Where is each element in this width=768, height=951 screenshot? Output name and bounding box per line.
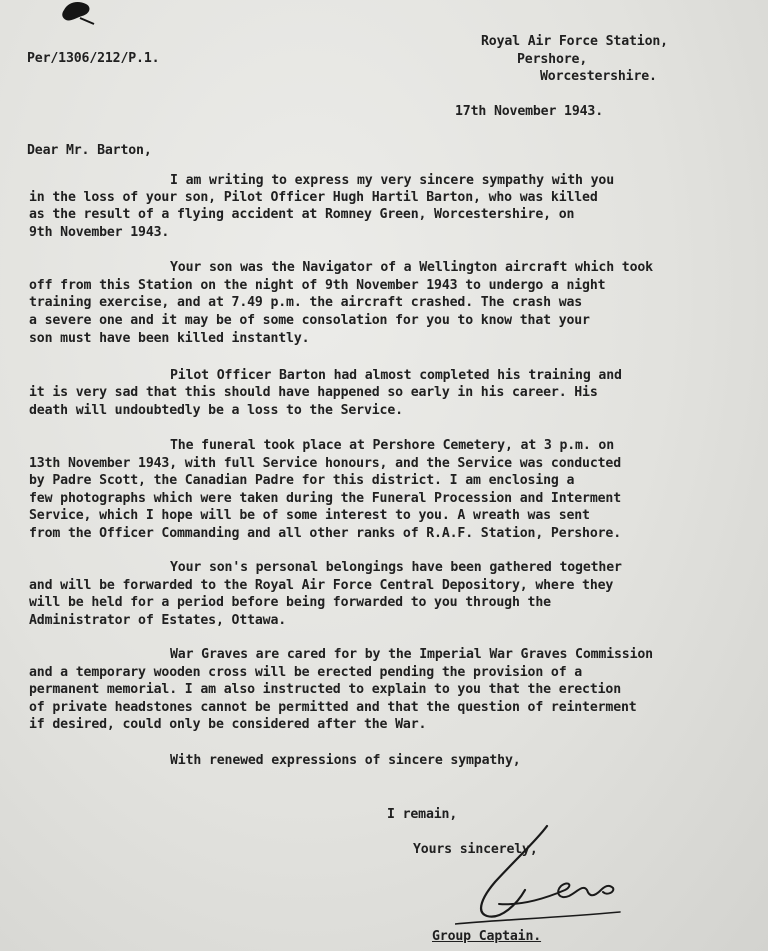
paragraph-2-line-1: Your son was the Navigator of a Wellington aircraft which took [170,260,653,275]
paragraph-6-line-4: of private headstones cannot be permitted and that the question of reinterment [29,700,637,715]
paragraph-4-line-2: 13th November 1943, with full Service honours, and the Service was conducted [29,456,622,471]
paragraph-6-line-5: if desired, could only be considered after the War. [29,717,427,732]
paragraph-2-line-5: son must have been killed instantly. [29,331,310,346]
signatory-title: Group Captain. [432,929,542,944]
handwritten-signature [455,820,625,940]
paragraph-6-line-1: War Graves are cared for by the Imperial War Graves Commission [170,647,653,662]
paragraph-5-line-2: and will be forwarded to the Royal Air Force Central Depository, where they [29,578,614,593]
closing-remain: I remain, [387,807,458,822]
paragraph-2-line-3: training exercise, and at 7.49 p.m. the aircraft crashed. The crash was [29,295,583,310]
salutation: Dear Mr. Barton, [27,143,152,158]
paragraph-4-line-4: few photographs which were taken during the Funeral Procession and Interment [29,491,622,506]
paragraph-1-line-1: I am writing to express my very sincere sympathy with you [170,173,615,188]
paragraph-4-line-5: Service, which I hope will be of some interest to you. A wreath was sent [29,508,590,523]
paragraph-5-line-1: Your son's personal belongings have been gathered together [170,560,622,575]
paragraph-1-line-4: 9th November 1943. [29,225,170,240]
address-line-3: Worcestershire. [540,69,657,84]
paragraph-2-line-4: a severe one and it may be of some consolation for you to know that your [29,313,590,328]
paragraph-3-line-3: death will undoubtedly be a loss to the Service. [29,403,403,418]
paragraph-3-line-1: Pilot Officer Barton had almost completed his training and [170,368,622,383]
paragraph-6-line-3: permanent memorial. I am also instructed to explain to you that the erection [29,682,622,697]
paragraph-3-line-2: it is very sad that this should have happened so early in his career. His [29,385,598,400]
paragraph-6-line-2: and a temporary wooden cross will be erected pending the provision of a [29,665,583,680]
reference-number: Per/1306/212/P.1. [27,51,160,66]
paragraph-5-line-3: will be held for a period before being forwarded to you through the [29,595,551,610]
paragraph-5-line-4: Administrator of Estates, Ottawa. [29,613,287,628]
paragraph-1-line-2: in the loss of your son, Pilot Officer Hugh Hartil Barton, who was killed [29,190,598,205]
paragraph-4-line-6: from the Officer Commanding and all other ranks of R.A.F. Station, Pershore. [29,526,622,541]
paragraph-4-line-3: by Padre Scott, the Canadian Padre for this district. I am enclosing a [29,473,575,488]
paragraph-2-line-2: off from this Station on the night of 9th November 1943 to undergo a night [29,278,606,293]
paragraph-7-line-1: With renewed expressions of sincere sympathy, [170,753,521,768]
address-line-1: Royal Air Force Station, [481,34,668,49]
address-line-2: Pershore, [517,52,588,67]
letter-date: 17th November 1943. [455,104,604,119]
ink-blot-mark [60,0,96,26]
closing-yours-sincerely: Yours sincerely, [413,842,538,857]
paragraph-4-line-1: The funeral took place at Pershore Cemetery, at 3 p.m. on [170,438,615,453]
paragraph-1-line-3: as the result of a flying accident at Romney Green, Worcestershire, on [29,207,575,222]
